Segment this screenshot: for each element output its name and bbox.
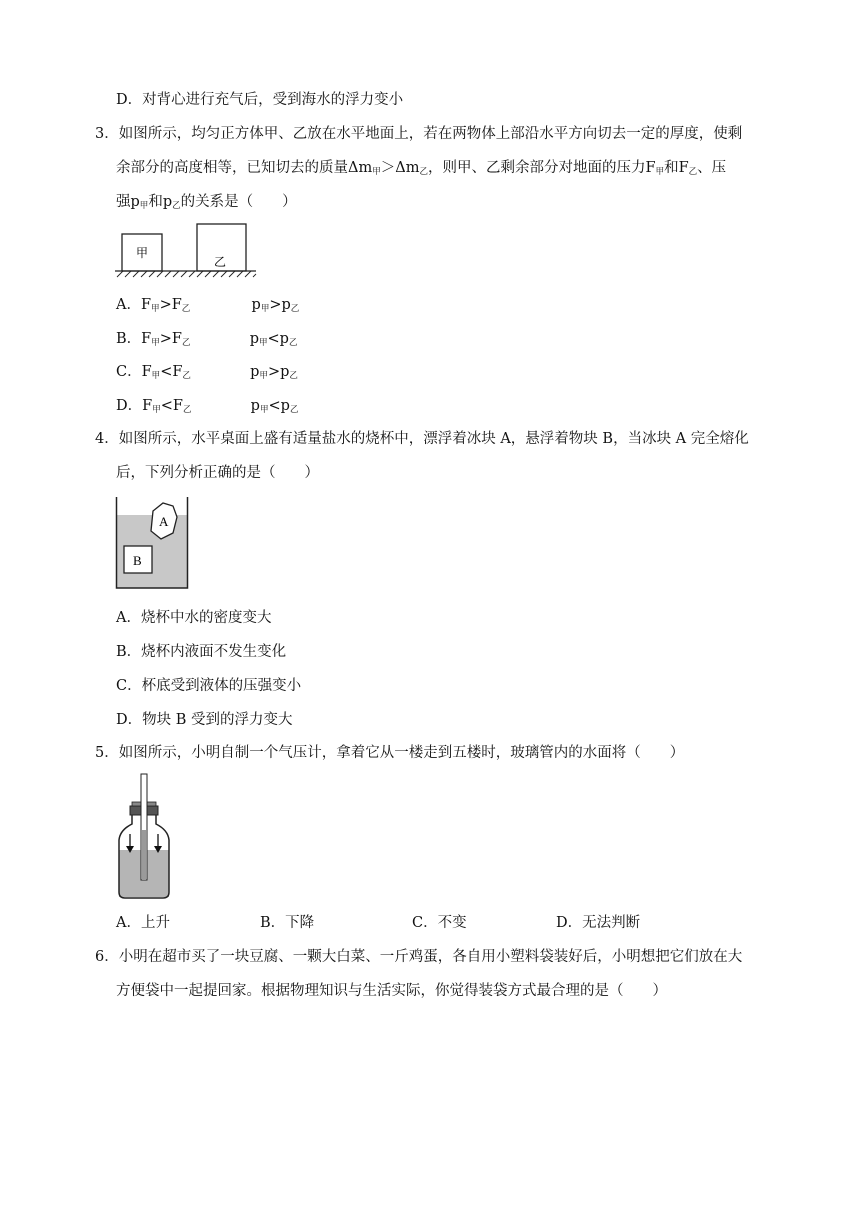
q3-he: 和 xyxy=(664,160,679,176)
q4-stem-line1: 4．如图所示，水平桌面上盛有适量盐水的烧杯中，漂浮着冰块 A，悬浮着物块 B，当冰块 A 完全熔化 xyxy=(95,431,749,447)
q5-option-a: A．上升 xyxy=(116,915,170,931)
q3-p-jia: $p_甲$ xyxy=(130,194,149,211)
q5-option-d: D．无法判断 xyxy=(556,915,641,931)
q3-p-yi: $p_乙$ xyxy=(162,194,181,211)
q4-option-c: C．杯底受到液体的压强变小 xyxy=(116,678,302,694)
q6-stem-line1: 6．小明在超市买了一块豆腐、一颗大白菜、一斤鸡蛋，各自用小塑料袋装好后，小明想把它们放在大 xyxy=(95,949,743,965)
q3-text: 、压 xyxy=(697,160,727,176)
q3-he: 和 xyxy=(148,194,163,210)
ground-hatching xyxy=(117,271,256,277)
q3-stem-line2 xyxy=(116,158,726,182)
q3-gt: ＞ xyxy=(380,160,396,176)
q3-dm-yi: $\Delta m_乙$ xyxy=(395,160,428,177)
q3-option-d: D．$F_甲<F_乙$ $p_甲<p_乙$ xyxy=(116,398,299,415)
q2-option-d: D．对背心进行充气后，受到海水的浮力变小 xyxy=(116,92,404,108)
q3-cubes-figure xyxy=(115,222,260,278)
q3-text: 的关系是（ ） xyxy=(180,194,297,210)
q3-option-a: A．$F_甲>F_乙$ $p_甲>p_乙$ xyxy=(116,297,300,314)
q3-dm-jia: $\Delta m_甲$ xyxy=(348,160,381,177)
q3-f-jia: $F_甲$ xyxy=(645,160,665,177)
q4-option-d: D．物块 B 受到的浮力变大 xyxy=(116,712,293,728)
q5-barometer-figure xyxy=(115,772,175,900)
q5-stem: 5．如图所示，小明自制一个气压计，拿着它从一楼走到五楼时，玻璃管内的水面将（ ） xyxy=(95,745,685,761)
tube-water-column xyxy=(142,830,146,880)
q3-stem-line3 xyxy=(116,192,297,216)
cube-yi-label: 乙 xyxy=(214,255,227,269)
q5-option-c: C．不变 xyxy=(412,915,467,931)
cube-jia-label: 甲 xyxy=(136,246,149,260)
q4-option-b: B．烧杯内液面不发生变化 xyxy=(116,644,287,660)
q5-option-b: B．下降 xyxy=(260,915,315,931)
q3-option-c: C．$F_甲<F_乙$ $p_甲>p_乙$ xyxy=(116,364,298,381)
q4-stem-line2: 后，下列分析正确的是（ ） xyxy=(116,465,319,481)
q6-stem-line2: 方便袋中一起提回家。根据物理知识与生活实际，你觉得装袋方式最合理的是（ ） xyxy=(116,983,667,999)
q4-beaker-figure xyxy=(113,497,191,591)
q3-option-b: B．$F_甲>F_乙$ $p_甲<p_乙$ xyxy=(116,331,298,348)
q3-text: 余部分的高度相等，已知切去的质量 xyxy=(116,160,348,176)
q4-option-a: A．烧杯中水的密度变大 xyxy=(116,610,272,626)
q3-f-yi: $F_乙$ xyxy=(678,160,698,177)
q3-stem-line1: 3．如图所示，均匀正方体甲、乙放在水平地面上，若在两物体上部沿水平方向切去一定的厚度，使剩 xyxy=(95,126,743,142)
block-b-label: B xyxy=(133,553,142,568)
ice-block-a-label: A xyxy=(159,514,169,529)
q3-text: 强 xyxy=(116,194,131,210)
q3-text: ，则甲、乙剩余部分对地面的压力 xyxy=(428,160,646,176)
